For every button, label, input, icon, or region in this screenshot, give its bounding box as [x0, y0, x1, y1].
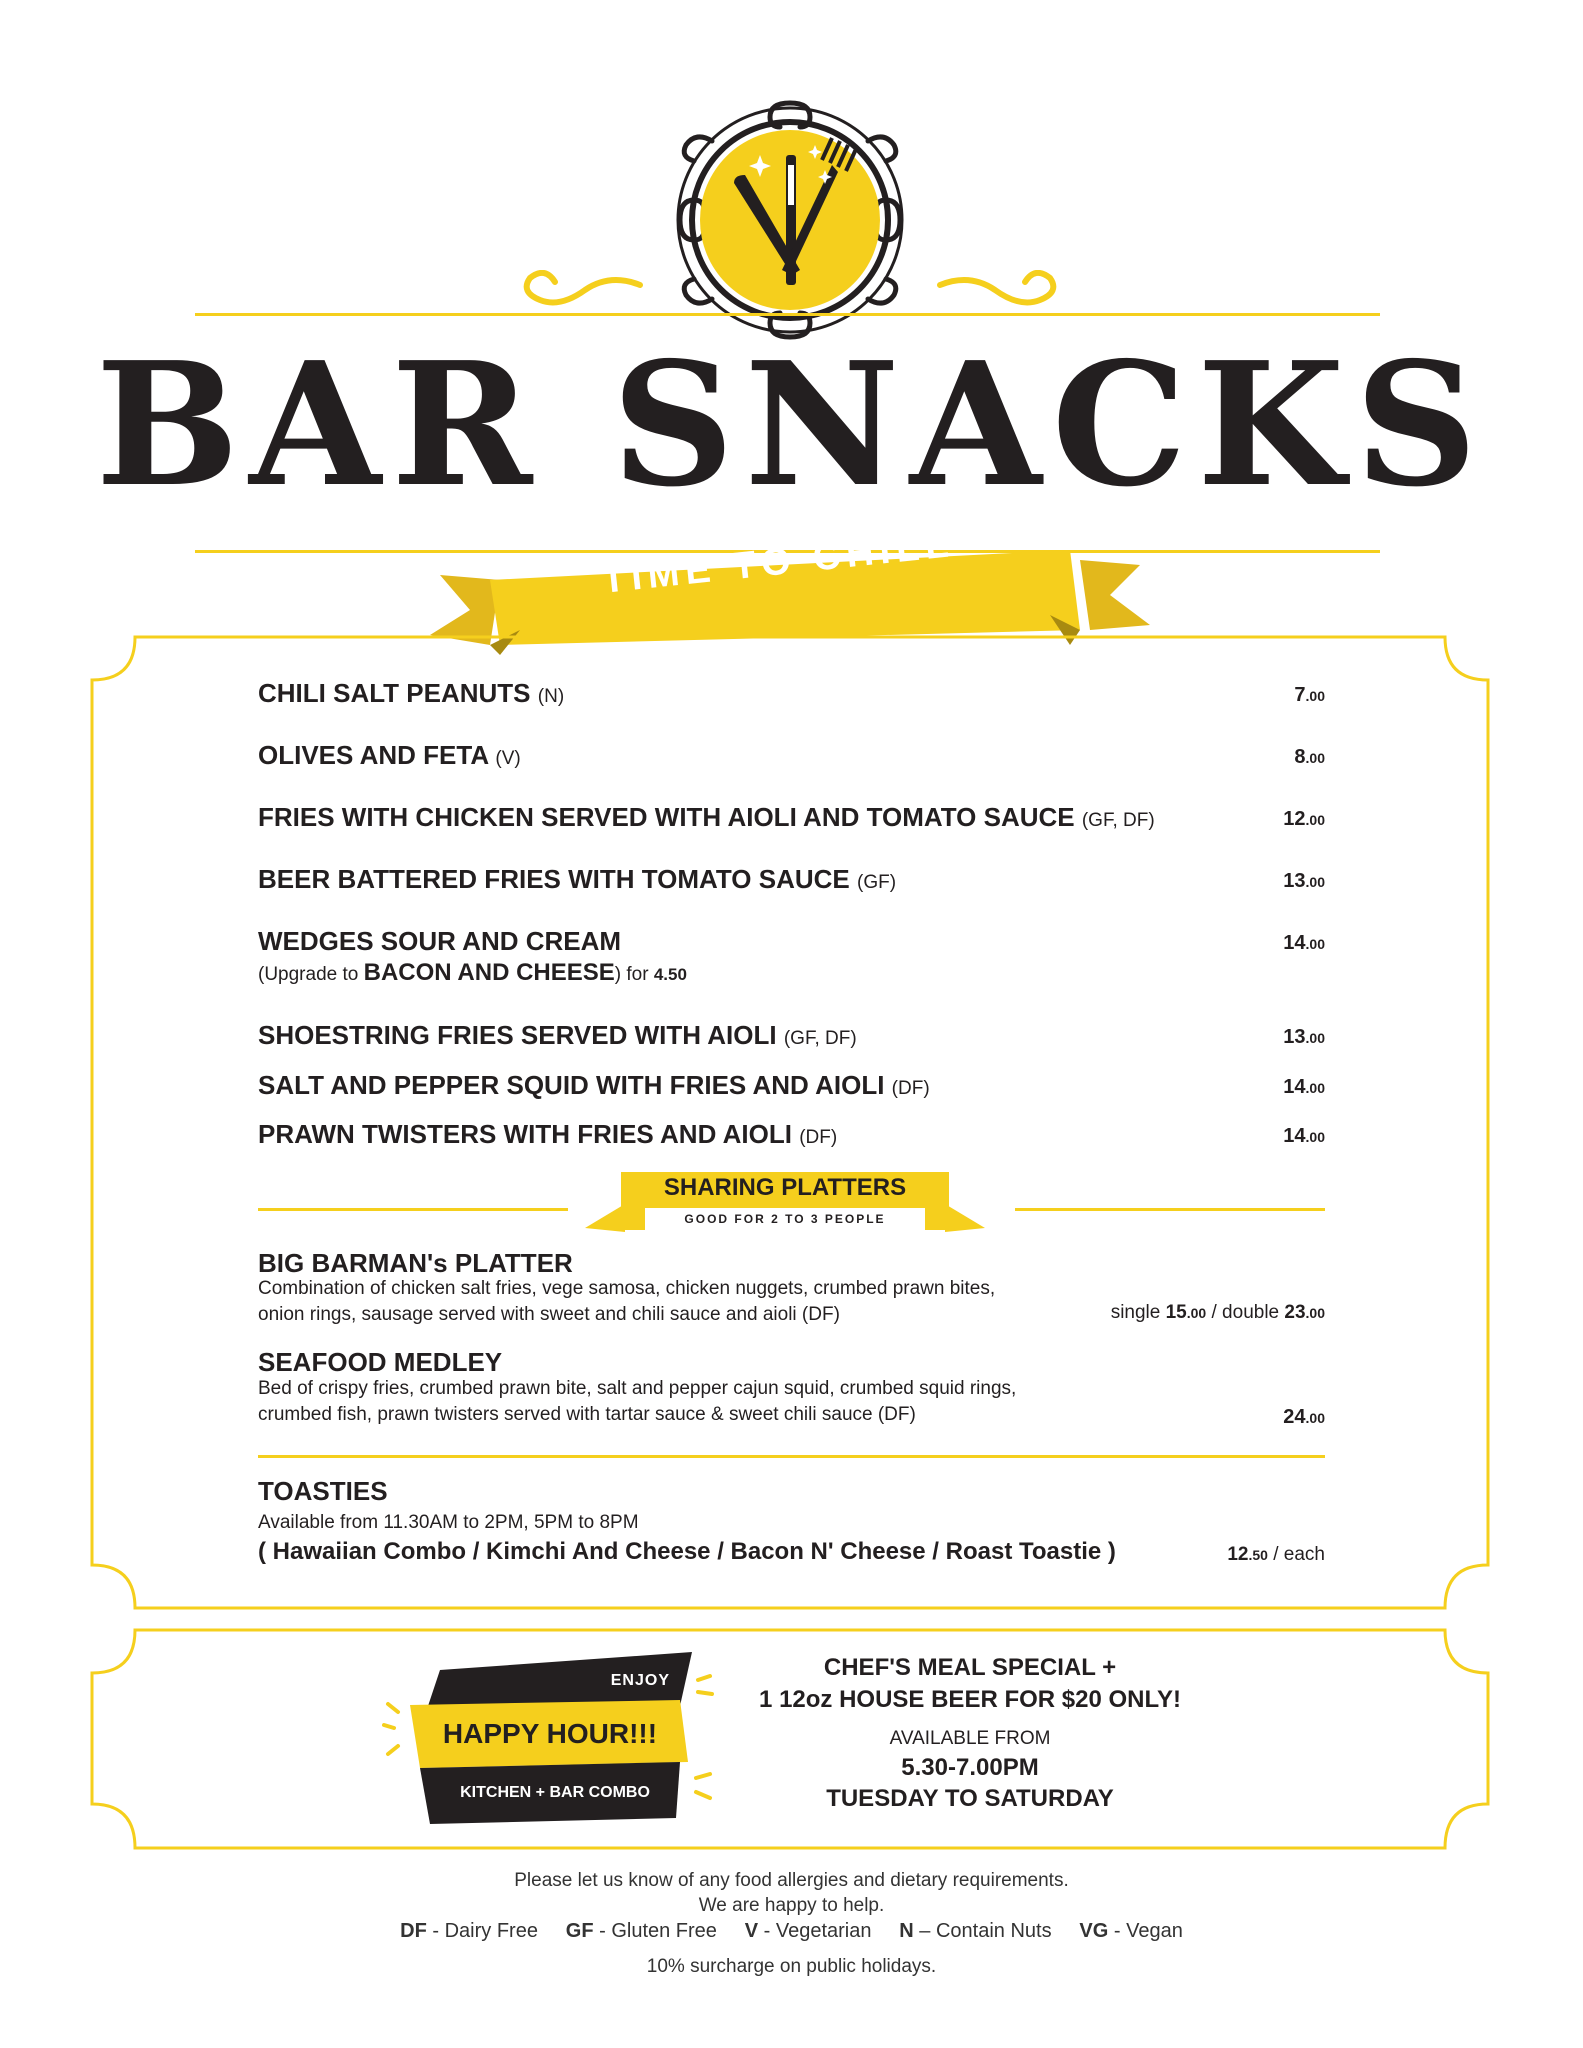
happy-hour-enjoy: ENJOY [610, 1672, 670, 1689]
toasties-availability: Available from 11.30AM to 2PM, 5PM to 8PM [258, 1512, 639, 1533]
platter-name: SEAFOOD MEDLEY [258, 1347, 503, 1377]
allergy-note: Please let us know of any food allergies and dietary requirements. [514, 1870, 1069, 1891]
surcharge-note: 10% surcharge on public holidays. [646, 1956, 937, 1977]
sharing-rule-left [258, 1208, 568, 1211]
upgrade-note: (Upgrade to BACON AND CHEESE) for 4.50 [258, 959, 687, 986]
left-flourish-icon [515, 270, 645, 330]
menu-item-price: 14.00 [1283, 1076, 1325, 1098]
menu-item-price: 8.00 [1294, 746, 1325, 768]
dietary-legend: DF - Dairy Free GF - Gluten Free V - Vegetarian N – Contain Nuts VG - Vegan [400, 1920, 1183, 1942]
platter-description: crumbed fish, prawn twisters served with tartar sauce & sweet chili sauce (DF) [258, 1404, 916, 1425]
happy-hour-title: HAPPY HOUR!!! [442, 1718, 658, 1749]
available-label: AVAILABLE FROM [889, 1728, 1051, 1749]
menu-item-price: 13.00 [1283, 1026, 1325, 1048]
menu-item-name: BEER BATTERED FRIES WITH TOMATO SAUCE (GF) [258, 864, 897, 894]
toasties-options: ( Hawaiian Combo / Kimchi And Cheese / Bacon N' Cheese / Roast Toastie ) [258, 1538, 1116, 1565]
available-days: TUESDAY TO SATURDAY [826, 1785, 1114, 1812]
menu-item-price: 14.00 [1283, 932, 1325, 954]
menu-item-name: WEDGES SOUR AND CREAM [258, 926, 622, 956]
available-time: 5.30-7.00PM [901, 1754, 1039, 1781]
special-line: CHEF'S MEAL SPECIAL + [823, 1654, 1117, 1681]
page-title: BAR SNACKS [95, 325, 1488, 525]
menu-item-name: SHOESTRING FRIES SERVED WITH AIOLI (GF, DF) [258, 1020, 857, 1050]
sharing-title: SHARING PLATTERS [663, 1174, 907, 1201]
platter-price: 24.00 [1283, 1406, 1325, 1428]
special-offer [720, 1652, 1220, 1814]
happy-hour-combo: KITCHEN + BAR COMBO [460, 1784, 650, 1801]
right-flourish-icon [935, 270, 1065, 330]
menu-item-name: FRIES WITH CHICKEN SERVED WITH AIOLI AND TOMATO SAUCE (GF, DF) [258, 802, 1155, 832]
toasties-title: TOASTIES [258, 1476, 388, 1506]
menu-item-name: SALT AND PEPPER SQUID WITH FRIES AND AIOLI (DF) [258, 1070, 930, 1100]
platter-description: onion rings, sausage served with sweet and chili sauce and aioli (DF) [258, 1304, 840, 1325]
header-top-rule [195, 313, 1380, 316]
platter-price: single 15.00 / double 23.00 [1110, 1302, 1325, 1323]
menu-item-price: 12.00 [1283, 808, 1325, 830]
toasties-rule [258, 1455, 1325, 1458]
menu-item-price: 7.00 [1294, 684, 1325, 706]
menu-item-price: 13.00 [1283, 870, 1325, 892]
menu-item-price: 14.00 [1283, 1125, 1325, 1147]
ribbon-tagline: TIME TO CHILL [600, 523, 957, 602]
platter-description: Bed of crispy fries, crumbed prawn bite, salt and pepper cajun squid, crumbed squid rings, [258, 1378, 1017, 1399]
platter-name: BIG BARMAN's PLATTER [258, 1248, 573, 1278]
allergy-note: We are happy to help. [698, 1895, 885, 1916]
toasties-price: 12.50 / each [1227, 1544, 1325, 1565]
sharing-subtitle: GOOD FOR 2 TO 3 PEOPLE [684, 1212, 886, 1226]
menu-item-name: CHILI SALT PEANUTS (N) [258, 678, 565, 708]
menu-item-name: PRAWN TWISTERS WITH FRIES AND AIOLI (DF) [258, 1119, 838, 1149]
platter-description: Combination of chicken salt fries, vege samosa, chicken nuggets, crumbed prawn bites, [258, 1278, 996, 1299]
cutlery-logo-emblem [640, 95, 940, 345]
sharing-rule-right [1015, 1208, 1325, 1211]
special-line: 1 12oz HOUSE BEER FOR $20 ONLY! [759, 1686, 1181, 1713]
menu-item-name: OLIVES AND FETA (V) [258, 740, 521, 770]
